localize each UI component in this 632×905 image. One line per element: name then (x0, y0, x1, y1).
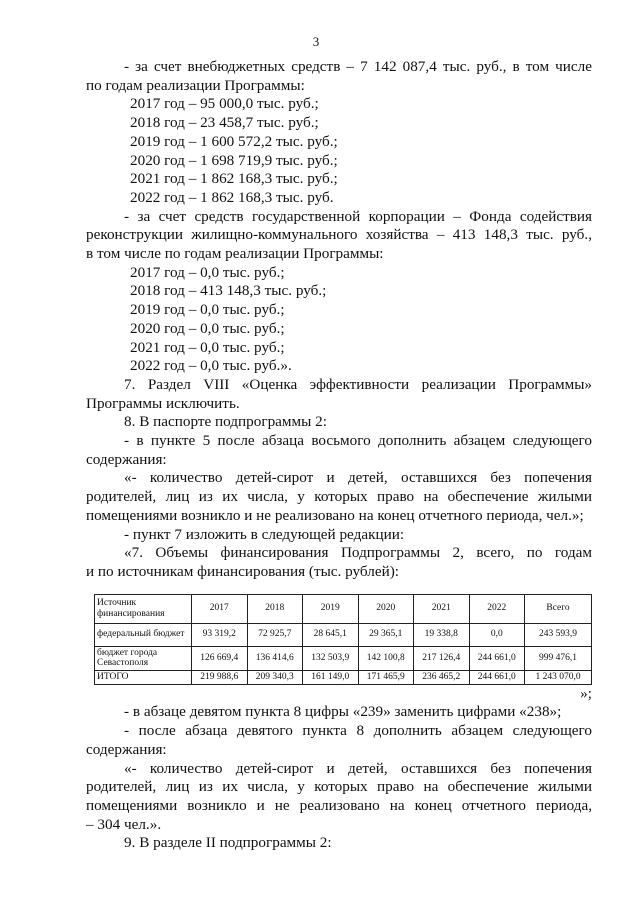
column-header-2020: 2020 (358, 594, 414, 623)
table-cell: 0,0 (469, 623, 525, 646)
year-item: 2019 год – 0,0 тыс. руб.; (130, 301, 285, 319)
quote-orphans-line2: родителей, лиц из их числа, у которых право на обеспечение жилыми (86, 488, 592, 506)
quote-orphans2-line2: родителей, лиц из их числа, у которых право на обеспечение жилыми (86, 778, 592, 796)
paragraph-point7: - пункт 7 изложить в следующей редакции: (124, 525, 405, 543)
table-closing-quote: »; (580, 684, 592, 702)
table-cell: 243 593,9 (525, 623, 592, 646)
column-header-total: Всего (525, 594, 592, 623)
paragraph-fund-line1: - за счет средств государственной корпорации – Фонда содействия (124, 207, 592, 225)
years-list-offbudget (86, 95, 592, 207)
quote-orphans2-line1: «- количество детей-сирот и детей, оставшихся без попечения (124, 759, 592, 777)
table-cell: 209 340,3 (247, 670, 303, 684)
table-cell: 999 476,1 (525, 646, 592, 670)
year-item: 2020 год – 0,0 тыс. руб.; (130, 319, 285, 337)
table-cell: 19 338,8 (414, 623, 470, 646)
column-header-source: Источник финансирования (95, 594, 192, 623)
table-cell: 217 126,4 (414, 646, 470, 670)
funding-table-wrapper (94, 594, 592, 685)
table-cell: 126 669,4 (192, 646, 248, 670)
table-cell: ИТОГО (95, 670, 192, 684)
column-header-2018: 2018 (247, 594, 303, 623)
paragraph-point8-add-line2: содержания: (86, 740, 167, 758)
quote-orphans2-line4: – 304 чел.». (86, 815, 162, 833)
year-item: 2022 год – 1 862 168,3 тыс. руб. (130, 188, 334, 206)
table-cell: 29 365,1 (358, 623, 414, 646)
paragraph-section7-line1: 7. Раздел VIII «Оценка эффективности реализации Программы» (124, 375, 592, 393)
paragraph-fund-line2: реконструкции жилищно-коммунального хозяйства – 413 148,3 тыс. руб., (86, 226, 592, 244)
table-cell: 236 465,2 (414, 670, 470, 684)
paragraph-point8-add-line1: - после абзаца девятого пункта 8 дополнить абзацем следующего (124, 722, 592, 740)
years-list-fund (86, 264, 592, 376)
table-cell: 132 503,9 (303, 646, 359, 670)
table-cell: федеральный бюджет (95, 623, 192, 646)
paragraph-fund-line3: в том числе по годам реализации Программы: (86, 245, 384, 263)
column-header-2022: 2022 (469, 594, 525, 623)
table-cell: 161 149,0 (303, 670, 359, 684)
table-header-row (95, 594, 592, 623)
year-item: 2022 год – 0,0 тыс. руб.». (130, 357, 292, 375)
column-header-2021: 2021 (414, 594, 470, 623)
table-cell: 28 645,1 (303, 623, 359, 646)
funding-table (94, 594, 592, 685)
paragraph-offbudget-line2: по годам реализации Программы: (86, 76, 305, 94)
table-cell: 136 414,6 (247, 646, 303, 670)
table-cell: 72 925,7 (247, 623, 303, 646)
table-cell: 244 661,0 (469, 670, 525, 684)
paragraph-offbudget-line1: - за счет внебюджетных средств – 7 142 087,4 тыс. руб., в том числе (124, 58, 592, 75)
paragraph-item9: 9. В разделе II подпрограммы 2: (124, 834, 332, 852)
table-row-total (95, 670, 592, 684)
paragraph-point8-replace: - в абзаце девятом пункта 8 цифры «239» заменить цифрами «238»; (124, 703, 562, 721)
paragraph-funding-line2: и по источникам финансирования (тыс. рублей): (86, 562, 400, 580)
quote-orphans2-line3: помещениями возникло и не реализовано на конец отчетного периода, (86, 796, 592, 814)
year-item: 2018 год – 413 148,3 тыс. руб.; (130, 282, 327, 300)
table-cell: 244 661,0 (469, 646, 525, 670)
table-cell: 171 465,9 (358, 670, 414, 684)
paragraph-section7-line2: Программы исключить. (86, 394, 240, 412)
table-row (95, 646, 592, 670)
paragraph-funding-line1: «7. Объемы финансирования Подпрограммы 2, всего, по годам (124, 544, 592, 562)
paragraph-item8: 8. В паспорте подпрограммы 2: (124, 413, 327, 431)
table-cell: бюджет города Севастополя (95, 646, 192, 670)
year-item: 2017 год – 95 000,0 тыс. руб.; (130, 95, 319, 113)
year-item: 2017 год – 0,0 тыс. руб.; (130, 263, 285, 281)
page-number: 3 (312, 34, 320, 49)
paragraph-point5-line2: содержания: (86, 450, 167, 468)
table-row (95, 623, 592, 646)
year-item: 2021 год – 1 862 168,3 тыс. руб.; (130, 170, 338, 188)
table-cell: 93 319,2 (192, 623, 248, 646)
column-header-2019: 2019 (303, 594, 359, 623)
table-cell: 142 100,8 (358, 646, 414, 670)
year-item: 2018 год – 23 458,7 тыс. руб.; (130, 114, 319, 132)
table-cell: 219 988,6 (192, 670, 248, 684)
year-item: 2019 год – 1 600 572,2 тыс. руб.; (130, 132, 338, 150)
quote-orphans-line3: помещениями возникло и не реализовано на конец отчетного периода, чел.»; (86, 506, 584, 524)
year-item: 2021 год – 0,0 тыс. руб.; (130, 338, 285, 356)
table-cell: 1 243 070,0 (525, 670, 592, 684)
column-header-2017: 2017 (192, 594, 248, 623)
document-body (86, 58, 592, 853)
year-item: 2020 год – 1 698 719,9 тыс. руб.; (130, 151, 338, 169)
quote-orphans-line1: «- количество детей-сирот и детей, оставшихся без попечения (124, 469, 592, 487)
paragraph-point5-line1: - в пункте 5 после абзаца восьмого дополнить абзацем следующего (124, 432, 592, 450)
